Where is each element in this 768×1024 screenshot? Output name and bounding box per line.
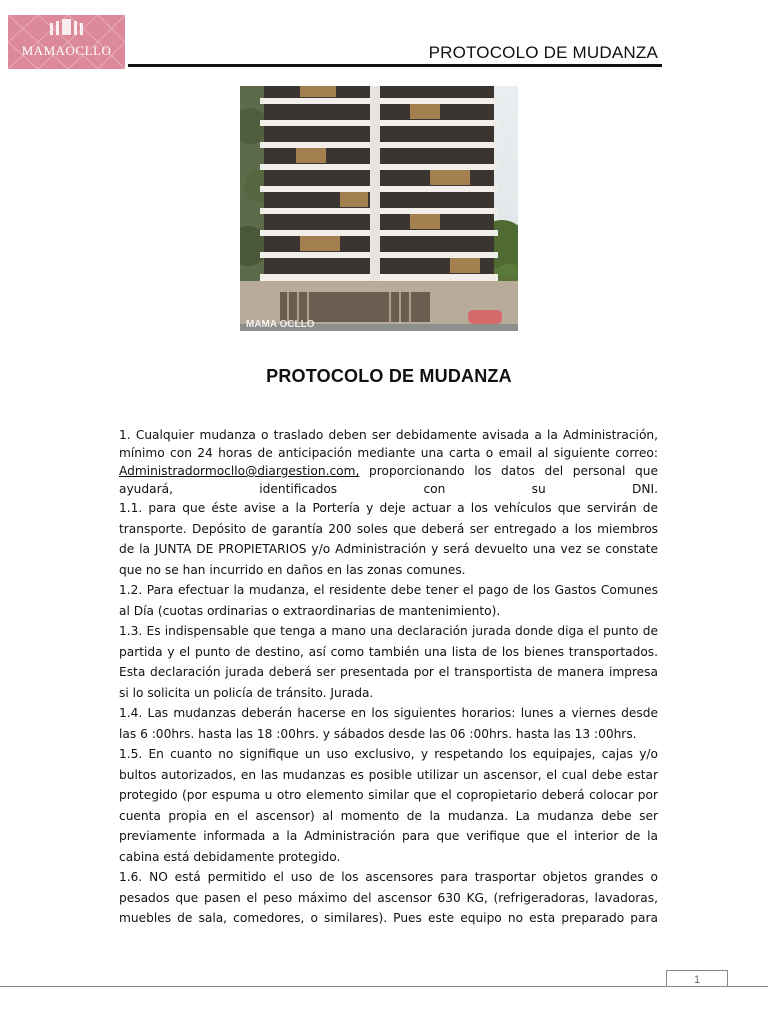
- company-logo: [8, 15, 125, 69]
- page-number: 1: [666, 970, 728, 987]
- header-divider: [128, 64, 662, 67]
- paragraph-item-1-2: 1.2. Para efectuar la mudanza, el residente debe tener el pago de los Gastos Comunes al Día (cuotas ordinarias o extraordinarias de mantenimiento).: [119, 583, 658, 618]
- protocol-items: [119, 498, 658, 929]
- paragraph-item-1-5: 1.5. En cuanto no signifique un uso exclusivo, y respetando los equipajes, cajas y/o bultos autorizados, en las mudanzas es posible utilizar un ascensor, el cual debe estar protegido (por espuma u otro elemento similar que el copropietario deberá colocar por cuenta propia en el ascensor) al momento de la mudanza. La mudanza debe ser previamente informada a la Administración para que verifique que el interior de la cabina está debidamente protegido.: [119, 747, 658, 864]
- item1-text: 1. Cualquier mudanza o traslado deben ser debidamente avisada a la Administración, mínimo con 24 horas de anticipación mediante una carta o email al siguiente correo:: [119, 428, 658, 460]
- building-sign: MAMA OCLLO: [246, 319, 315, 330]
- email-link[interactable]: Administradormocllo@diargestion.com,: [119, 464, 360, 478]
- building-photo: [240, 86, 518, 331]
- paragraph-item-1-1: 1.1. para que éste avise a la Portería y deje actuar a los vehículos que servirán de transporte. Depósito de garantía 200 soles que deberá ser entregado a los miembros de la JUNTA DE PROPIETARIOS y/o Administración y será devuelto una vez se constate que no se han incurrido en daños en las zonas comunes.: [119, 501, 658, 577]
- paragraph-item-1-3: 1.3. Es indispensable que tenga a mano una declaración jurada donde diga el punto de partida y el punto de destino, así como también una lista de los bienes transportados. Esta declaración jurada deberá ser presentada por el transportista de manera impresa si lo solicita un policía de tránsito. Jurada.: [119, 624, 658, 700]
- logo-pattern: [8, 15, 125, 69]
- footer-divider: [0, 986, 768, 987]
- logo-text: MAMAOCLLO: [21, 43, 112, 58]
- paragraph-item-1-6: 1.6. NO está permitido el uso de los ascensores para trasportar objetos grandes o pesados que pasen el peso máximo del ascensor 630 KG, (refrigeradoras, lavadoras, muebles de sala, comedores, o similares). Pues este equipo no esta preparado para: [119, 870, 658, 925]
- header-title: PROTOCOLO DE MUDANZA: [428, 43, 658, 62]
- item1-text-end: proporcionando los datos del personal que ayudará, identificados con su DNI.: [119, 464, 658, 496]
- paragraph-item-1-4: 1.4. Las mudanzas deberán hacerse en los siguientes horarios: lunes a viernes desde las 6 :00hrs. hasta las 18 :00hrs. y sábados desde las 06 :00hrs. hasta las 13 :00hrs.: [119, 706, 658, 741]
- document-title: PROTOCOLO DE MUDANZA: [266, 366, 512, 386]
- paragraph-item-1: [119, 426, 658, 498]
